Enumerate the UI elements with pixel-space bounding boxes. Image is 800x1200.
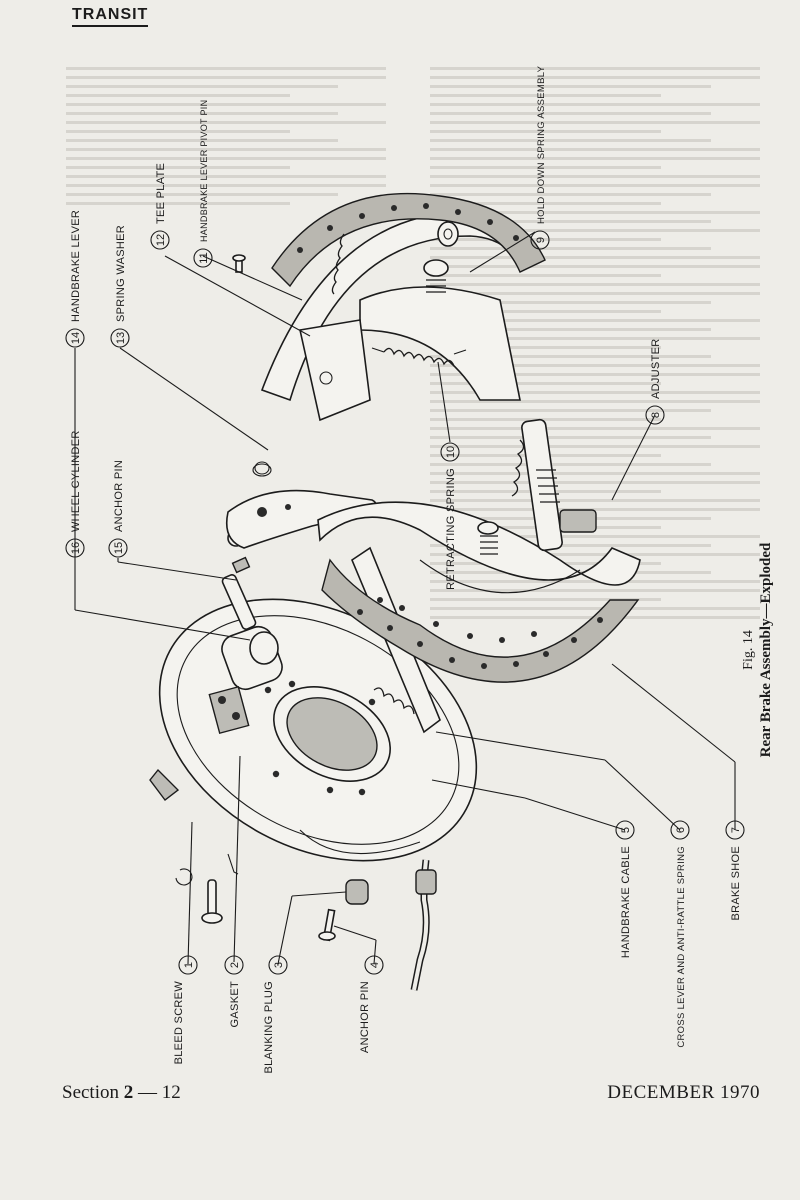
callout-label: SPRING WASHER <box>115 224 127 322</box>
anchor-pin-4-part <box>319 910 335 941</box>
callout-label: HANDBRAKE LEVER PIVOT PIN <box>199 99 209 242</box>
date-footer: DECEMBER 1970 <box>607 1082 760 1103</box>
callout-14 <box>66 210 84 347</box>
callout-number: 16 <box>70 541 82 555</box>
callout-label: HANDBRAKE CABLE <box>620 846 632 959</box>
callout-8 <box>646 339 664 424</box>
figure-number: Fig. 14 <box>741 630 756 670</box>
callout-label: RETRACTING SPRING <box>445 468 457 590</box>
callout-9 <box>531 65 549 249</box>
callout-label: ADJUSTER <box>650 338 662 399</box>
callout-label: WHEEL CYLINDER <box>70 430 82 532</box>
callout-number: 11 <box>198 252 210 264</box>
callout-number: 7 <box>730 826 742 834</box>
callout-7 <box>726 821 744 921</box>
callout-number: 8 <box>650 411 662 419</box>
callout-number: 15 <box>113 541 125 555</box>
callout-number: 10 <box>445 445 457 459</box>
callout-number: 6 <box>675 826 687 834</box>
callout-4 <box>359 956 383 1053</box>
callout-label: GASKET <box>229 981 241 1028</box>
callout-label: CROSS LEVER AND ANTI-RATTLE SPRING <box>676 846 687 1048</box>
callout-number: 3 <box>273 961 285 969</box>
figure-caption <box>741 542 774 757</box>
callout-number: 9 <box>535 236 547 244</box>
backing-plate <box>114 547 521 913</box>
callout-number: 4 <box>369 961 381 969</box>
callout-11 <box>194 100 212 267</box>
blanking-plug-part <box>346 880 368 904</box>
callout-2 <box>225 956 243 1027</box>
page-suffix: — 12 <box>133 1082 181 1103</box>
callout-number: 12 <box>155 233 167 247</box>
figure-title: Rear Brake Assembly—Exploded <box>758 542 774 758</box>
callout-label: HOLD DOWN SPRING ASSEMBLY <box>536 65 547 224</box>
section-prefix: Section <box>62 1082 124 1103</box>
callout-3 <box>263 956 287 1074</box>
callout-label: ANCHOR PIN <box>113 459 125 532</box>
page-header: TRANSIT <box>72 6 148 27</box>
handbrake-cable-part <box>414 860 436 990</box>
callout-number: 2 <box>229 961 241 969</box>
callout-1 <box>173 956 197 1064</box>
handbrake-lever-part <box>227 464 376 548</box>
callout-label: TEE PLATE <box>155 162 167 224</box>
brake-shoe-upper <box>262 194 545 420</box>
callout-label: BRAKE SHOE <box>730 846 742 921</box>
callout-label: BLANKING PLUG <box>263 981 275 1074</box>
pivot-pin-and-washer-part <box>233 255 269 474</box>
callout-12 <box>151 163 169 249</box>
callout-15 <box>109 460 127 557</box>
callout-label: BLEED SCREW <box>173 981 185 1065</box>
callout-label: HANDBRAKE LEVER <box>70 209 82 322</box>
adjuster-part <box>512 419 596 551</box>
section-number: 2 <box>123 1082 134 1103</box>
callout-label: ANCHOR PIN <box>359 981 371 1054</box>
callout-13 <box>111 225 129 347</box>
bleed-screw-part <box>176 869 222 923</box>
callout-number: 13 <box>115 331 127 345</box>
callout-6 <box>671 821 689 1048</box>
callout-number: 1 <box>183 961 195 969</box>
callout-number: 5 <box>620 826 632 834</box>
section-footer <box>62 1082 181 1104</box>
callout-5 <box>616 821 634 958</box>
callout-number: 14 <box>70 331 82 345</box>
